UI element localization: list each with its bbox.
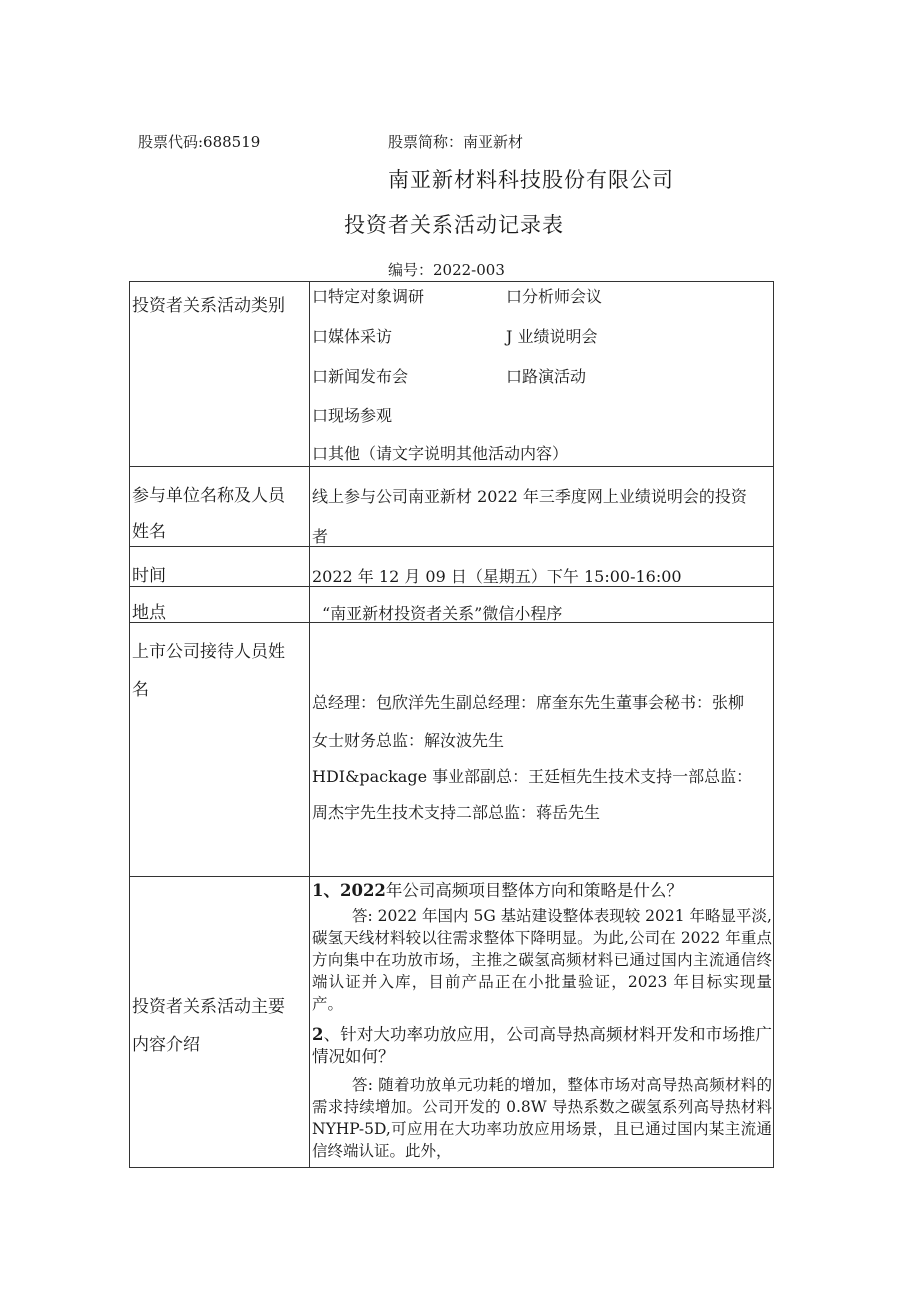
column-divider — [309, 281, 310, 1168]
option-site-visit: 口现场参观 — [312, 406, 393, 425]
time-value: 2022 年 12 月 09 日（星期五）下午 15:00-16:00 — [312, 567, 682, 586]
reception-label: 上市公司接待人员姓名 — [132, 642, 285, 700]
question-2-text: 、针对大功率功放应用，公司高导热高频材料开发和市场推广情况如何？ — [312, 1025, 772, 1066]
time-label: 时间 — [132, 566, 166, 586]
answer-2: 答: 随着功放单元功耗的增加，整体市场对高导热高频材料的需求持续增加。公司开发的 0.8W 导热系数之碳氢系列高导热材料 NYHP-5D,可应用在大功率功放应用场景，且已通过国内某主流通信终端认证。此外， — [312, 1076, 772, 1160]
question-1-year: 2022 — [339, 881, 386, 900]
stock-name: 股票简称：南亚新材 — [388, 133, 524, 151]
table-border-bottom — [129, 1167, 774, 1168]
option-media-interview: 口媒体采访 — [312, 327, 393, 346]
answer-1: 答: 2022 年国内 5G 基站建设整体表现较 2021 年略显平淡,碳氢天线材料较以往需求整体下降明显。为此,公司在 2022 年重点方向集中在功放市场，主推之碳氢高频材料已通过国内主流通信终端认证并入库，目前产品正在小批量验证，2023 年目标实现量产。 — [312, 907, 772, 1013]
option-earnings-call: J 业绩说明会 — [506, 327, 598, 346]
option-analyst-meeting: 口分析师会议 — [506, 287, 603, 306]
question-1-text: 年公司高频项目整体方向和策略是什么？ — [385, 881, 683, 900]
row-divider — [129, 466, 774, 467]
reception-line-3: HDI&package 事业部副总：王廷桓先生技术支持一部总监： — [312, 767, 753, 786]
participants-line-2: 者 — [312, 527, 329, 546]
content-label: 投资者关系活动主要内容介绍 — [132, 997, 285, 1055]
location-value: “南亚新材投资者关系”微信小程序 — [322, 604, 563, 623]
participants-line-1: 线上参与公司南亚新材 2022 年三季度网上业绩说明会的投资 — [312, 487, 747, 506]
stock-code: 股票代码:688519 — [138, 133, 261, 151]
question-1 — [312, 880, 772, 902]
table-border-right — [773, 281, 774, 1168]
option-press-conference: 口新闻发布会 — [312, 367, 409, 386]
question-2 — [312, 1024, 772, 1068]
location-label: 地点 — [132, 603, 166, 623]
option-specific-research: 口特定对象调研 — [312, 287, 425, 306]
question-2-number: 2 — [312, 1025, 324, 1044]
reception-line-1: 总经理：包欣洋先生副总经理：席奎东先生董事会秘书：张柳 — [312, 693, 745, 712]
reception-line-4: 周杰宇先生技术支持二部总监：蒋岳先生 — [312, 803, 601, 822]
question-1-number: 1、 — [312, 881, 340, 900]
option-roadshow: 口路演活动 — [506, 367, 587, 386]
serial-number: 编号：2022-003 — [388, 261, 505, 279]
table-border-top — [129, 281, 774, 282]
category-label: 投资者关系活动类别 — [132, 296, 285, 316]
participants-label: 参与单位名称及人员姓名 — [132, 486, 285, 542]
option-other: 口其他（请文字说明其他活动内容） — [312, 444, 569, 463]
row-divider — [129, 876, 774, 877]
table-border-left — [129, 281, 130, 1168]
reception-line-2: 女士财务总监：解汝波先生 — [312, 731, 505, 750]
document-title: 投资者关系活动记录表 — [344, 213, 564, 237]
company-name: 南亚新材料科技股份有限公司 — [388, 168, 674, 192]
